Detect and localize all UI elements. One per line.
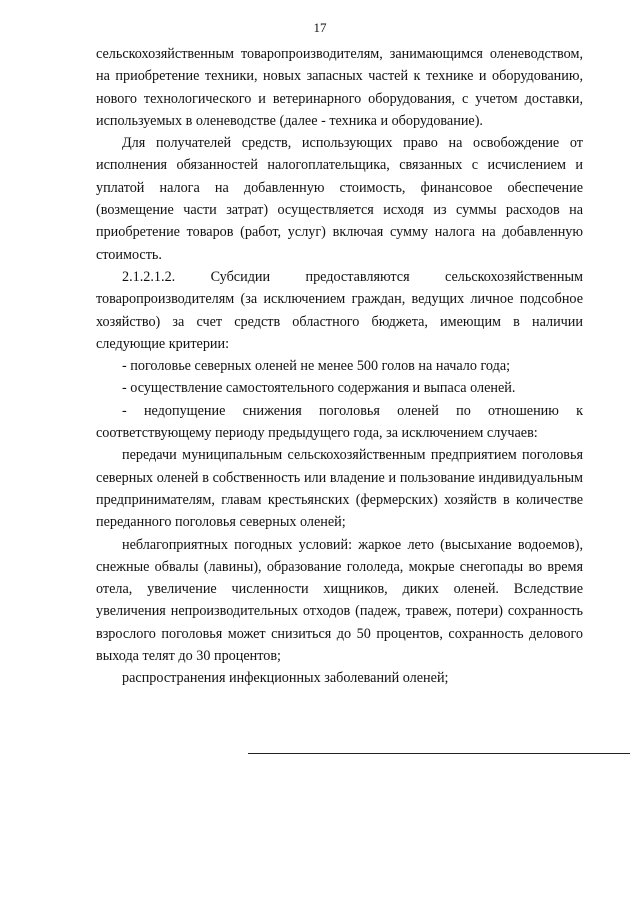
exception-infectious-disease: распространения инфекционных заболеваний оленей; bbox=[122, 670, 449, 687]
paragraph-continuation: сельскохозяйственным товаропроизводителям, занимающимся оленеводством, на приобретение техники, новых запасных частей к технике и оборудованию, нового технологического и ветеринарного оборудования, с учетом доставки, используемых в оленеводстве (далее - техника и оборудование). bbox=[96, 46, 583, 129]
exception-herd-transfer: передачи муниципальным сельскохозяйственным предприятием поголовья северных оленей в собственность или владение и пользование индивидуальным предпринимателям, главам крестьянских (фермерских) хозяйств в количестве переданного поголовья северных оленей; bbox=[96, 447, 583, 531]
paragraph-subsidy-criteria: 2.1.2.1.2. Субсидии предоставляются сельскохозяйственным товаропроизводителям (за исключением граждан, ведущих личное подсобное хозяйство) за счет средств областного бюджета, имеющим в наличии следующие критерии: bbox=[96, 268, 583, 352]
footer-divider-line bbox=[248, 753, 630, 754]
page-number: 17 bbox=[313, 20, 327, 35]
list-item-herd-size: - поголовье северных оленей не менее 500 голов на начало года; bbox=[122, 358, 511, 375]
document-body bbox=[96, 43, 583, 690]
list-item-no-herd-decline: - недопущение снижения поголовья оленей по отношению к соответствующему периоду предыдущего года, за исключением случаев: bbox=[96, 402, 583, 442]
exception-adverse-weather: неблагоприятных погодных условий: жаркое лето (высыхание водоемов), снежные обвалы (лавины), образование гололеда, мокрые снегопады во время отела, увеличение численности хищников, диких оленей. Вследствие увеличения непроизводительных отходов (падеж, травеж, потери) сохранность взрослого поголовья может снизиться до 50 процентов, сохранность делового выхода телят до 30 процентов; bbox=[96, 536, 583, 665]
list-item-independent-grazing: - осуществление самостоятельного содержания и выпаса оленей. bbox=[122, 380, 516, 397]
paragraph-vat-exemption: Для получателей средств, использующих право на освобождение от исполнения обязанностей налогоплательщика, связанных с исчислением и уплатой налога на добавленную стоимость, финансовое обеспечение (возмещение части затрат) осуществляется исходя из суммы расходов на приобретение товаров (работ, услуг) включая сумму налога на добавленную стоимость. bbox=[96, 135, 583, 263]
